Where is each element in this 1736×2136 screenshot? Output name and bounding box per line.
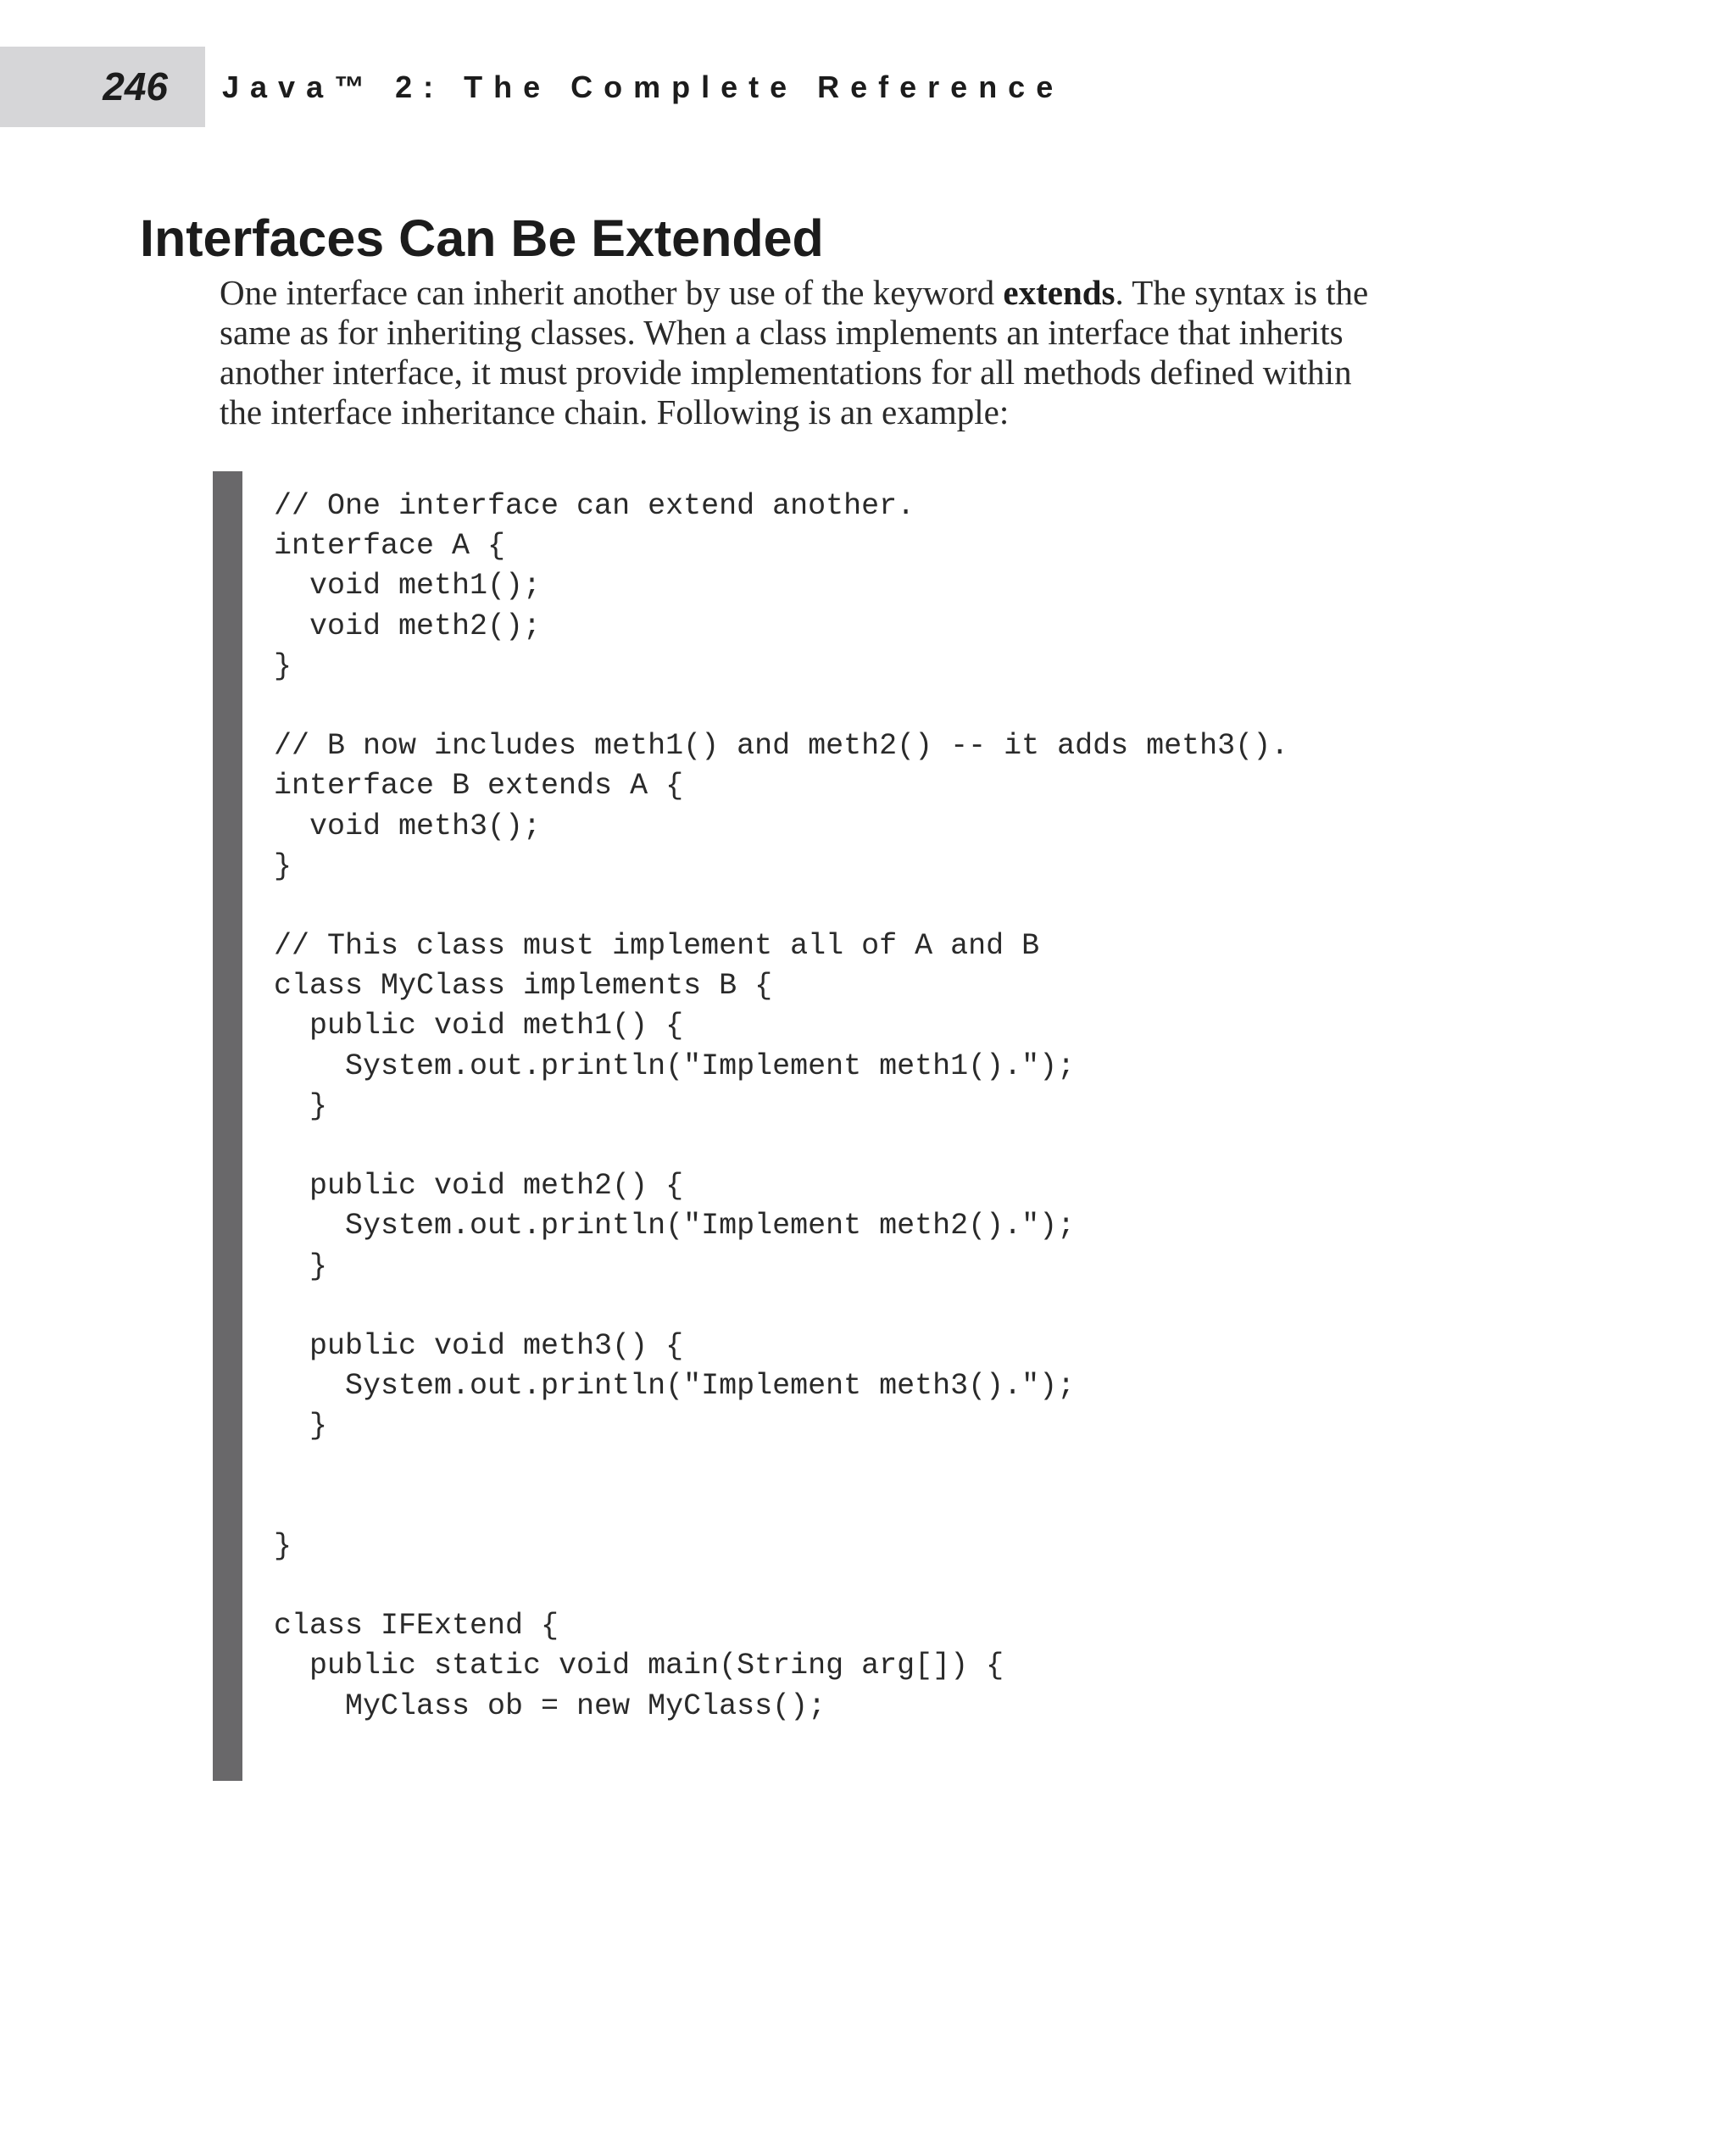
code-line	[274, 1487, 1288, 1527]
intro-paragraph	[220, 273, 1440, 432]
intro-line-4: the interface inheritance chain. Following is an example:	[220, 392, 1010, 431]
code-line: // B now includes meth1() and meth2() -- it adds meth3().	[274, 729, 1289, 764]
code-line: void meth1();	[274, 569, 542, 604]
code-line: class MyClass implements B {	[274, 969, 773, 1004]
intro-line-2: same as for inheriting classes. When a class implements an interface that inherits	[220, 313, 1344, 352]
code-line: // One interface can extend another.	[274, 489, 915, 523]
code-line: void meth3();	[274, 809, 542, 843]
code-line	[274, 1287, 1288, 1327]
code-line	[274, 887, 1288, 926]
code-line: public void meth3() {	[274, 1328, 684, 1363]
code-line: }	[274, 1088, 328, 1123]
section-title: Interfaces Can Be Extended	[140, 209, 824, 267]
code-line: System.out.println("Implement meth2().");	[274, 1209, 1076, 1243]
code-line: interface B extends A {	[274, 769, 684, 804]
keyword-extends: extends	[1003, 273, 1116, 312]
page-number: 246	[103, 64, 168, 108]
intro-line-1-after: . The syntax is the	[1115, 273, 1369, 312]
code-line: }	[274, 1409, 328, 1443]
running-header-title: Java™ 2: The Complete Reference	[222, 70, 1065, 104]
code-line: System.out.println("Implement meth1().");	[274, 1049, 1076, 1083]
code-line: MyClass ob = new MyClass();	[274, 1688, 826, 1723]
code-line	[274, 687, 1288, 726]
intro-line-1	[220, 273, 1440, 313]
code-line	[274, 1126, 1288, 1166]
code-sidebar-bar	[213, 471, 242, 1781]
code-line: public void meth2() {	[274, 1169, 684, 1204]
code-line: class IFExtend {	[274, 1609, 559, 1644]
code-line: public static void main(String arg[]) {	[274, 1649, 1004, 1683]
code-line: }	[274, 648, 292, 683]
intro-line-1-before: One interface can inherit another by use of the keyword	[220, 273, 1004, 312]
code-line: void meth2();	[274, 609, 542, 643]
code-line: }	[274, 1528, 292, 1563]
code-line: }	[274, 1249, 328, 1283]
code-line: }	[274, 848, 292, 883]
code-line	[274, 1447, 1288, 1487]
code-line: // This class must implement all of A and B	[274, 929, 1040, 964]
code-line: public void meth1() {	[274, 1009, 684, 1043]
intro-line-3: another interface, it must provide implementations for all methods defined within	[220, 353, 1352, 392]
code-line: System.out.println("Implement meth3().");	[274, 1369, 1076, 1404]
code-line	[274, 1566, 1288, 1606]
code-listing	[274, 487, 1288, 1727]
code-line: interface A {	[274, 529, 506, 564]
